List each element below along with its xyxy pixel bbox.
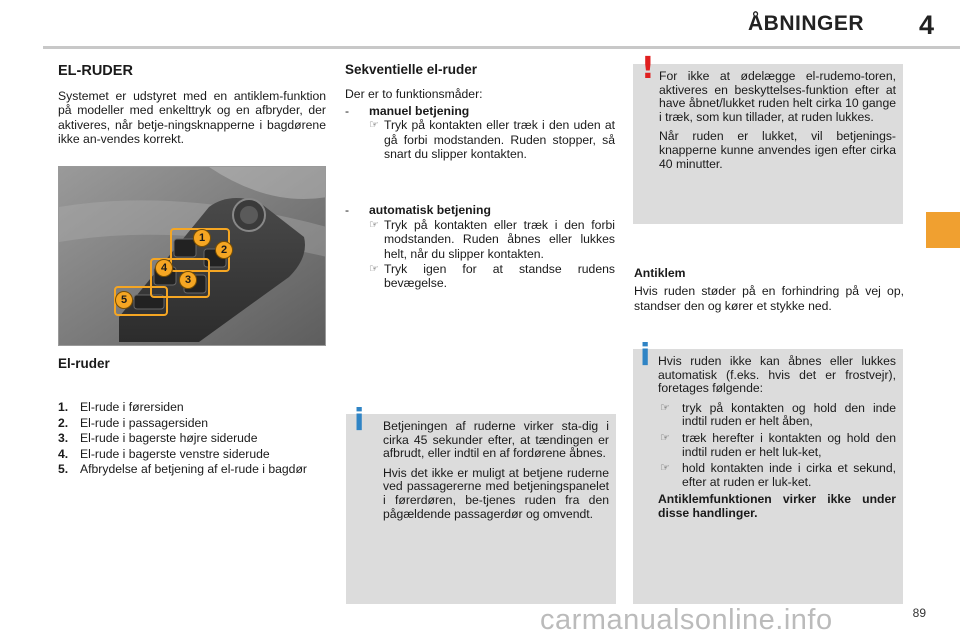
dash-marker: - xyxy=(345,103,350,118)
warning-text: Når ruden er lukket, vil betjenings-knapperne kunne anvendes igen efter cirka 40 minutter. xyxy=(659,129,896,171)
bullet-text: hold kontakten inde i cirka et sekund, efter at ruden er luk-ket. xyxy=(682,461,896,489)
bullet-text: træk herefter i kontakten og hold den indtil ruden er helt luk-ket, xyxy=(682,430,896,459)
door-switch-photo xyxy=(58,166,326,346)
watermark: carmanualsonline.info xyxy=(540,604,833,636)
intro-text: Systemet er udstyret med en antiklem-funktion på modeller med enkelttryk og en afbryder, der aktiveres, når betje-ningsknapperne i bagdørene ikke an-vendes korrekt. xyxy=(58,89,326,147)
item-number: 5. xyxy=(58,462,69,477)
antiklem-note: Antiklemfunktionen virker ikke under disse handlinger. xyxy=(658,492,896,520)
info-icon: i xyxy=(354,403,365,438)
sequential-heading: Sekventielle el-ruder xyxy=(345,62,478,77)
list-item xyxy=(58,447,328,463)
mode-automatic xyxy=(345,203,615,217)
chapter-number: 4 xyxy=(918,10,934,40)
callout-badge: 5 xyxy=(115,291,133,309)
item-text: El-rude i bagerste venstre siderude xyxy=(80,446,270,461)
intro-heading: EL-RUDER xyxy=(58,63,133,79)
dash-marker: - xyxy=(345,203,350,218)
pointing-hand-icon: ☞ xyxy=(660,431,670,444)
page-number: 89 xyxy=(912,606,926,620)
info-text: Hvis det ikke er muligt at betjene ruderne ved passagererne med betjeningspanelet i førerdøren, be-tjenes ruden fra den pågældende passagerdør og omvendt. xyxy=(383,465,609,521)
sequential-intro: Der er to funktionsmåder: xyxy=(345,87,483,102)
bullet-text: Tryk på kontakten eller træk i den forbi modstanden. Ruden åbnes eller lukkes helt, når du slipper kontakten. xyxy=(384,217,615,261)
pointing-hand-icon: ☞ xyxy=(369,218,379,231)
info-box-frost xyxy=(633,338,903,604)
item-number: 4. xyxy=(58,446,69,461)
bullet-item xyxy=(345,262,615,291)
callout-badge: 1 xyxy=(193,229,211,247)
item-number: 1. xyxy=(58,400,69,414)
bullet-item xyxy=(345,118,615,161)
mode-label: manuel betjening xyxy=(369,103,470,118)
chapter-tab xyxy=(926,212,960,248)
antiklem-heading: Antiklem xyxy=(634,266,686,280)
mode-label: automatisk betjening xyxy=(369,203,491,218)
info-icon: i xyxy=(640,338,651,373)
legend-list xyxy=(58,400,328,478)
page-title: ÅBNINGER xyxy=(747,12,864,35)
item-number: 3. xyxy=(58,431,69,446)
door-panel-illustration xyxy=(59,167,326,346)
bullet-item xyxy=(658,402,896,429)
intro-section xyxy=(58,63,326,147)
pointing-hand-icon: ☞ xyxy=(660,462,670,475)
info-intro: Hvis ruden ikke kan åbnes eller lukkes automatisk (f.eks. hvis det er frostvejr), foretages følgende: xyxy=(658,354,896,396)
item-text: El-rude i førersiden xyxy=(80,400,184,414)
list-item xyxy=(58,431,328,447)
bullet-item xyxy=(658,462,896,489)
warning-box xyxy=(633,51,903,224)
antiklem-section xyxy=(634,266,904,313)
item-text: El-rude i passagersiden xyxy=(80,415,209,430)
header-rule xyxy=(43,46,960,49)
list-item xyxy=(58,462,328,478)
info-text: Betjeningen af ruderne virker sta-dig i cirka 45 sekunder efter, at tændingen er afbrudt, eller indtil en af fordørene åbnes. xyxy=(383,419,609,461)
warning-text: For ikke at ødelægge el-rudemo-toren, aktiveres en beskyttelses-funktion efter at have åbnet/lukket ruden helt cirka 10 gange i træk, som kun tillader, at ruden lukkes. xyxy=(659,69,896,124)
info-box-ignition xyxy=(346,403,616,604)
pointing-hand-icon: ☞ xyxy=(369,263,379,276)
callout-badge: 4 xyxy=(155,259,173,277)
list-item xyxy=(58,400,328,416)
bullet-text: Tryk på kontakten eller træk i den uden at gå forbi modstanden. Ruden stopper, så snart du slipper kontakten. xyxy=(384,118,615,162)
warning-icon: ! xyxy=(641,51,655,86)
legend-heading: El-ruder xyxy=(58,356,110,371)
pointing-hand-icon: ☞ xyxy=(369,119,379,132)
bullet-text: Tryk igen for at standse rudens bevægelse. xyxy=(384,262,615,291)
item-text: El-rude i bagerste højre siderude xyxy=(80,431,258,446)
callout-badge: 2 xyxy=(215,241,233,259)
bullet-item xyxy=(658,432,896,459)
antiklem-text: Hvis ruden støder på en forhindring på vej op, standser den og kører et stykke ned. xyxy=(634,284,904,313)
bullet-item xyxy=(345,218,615,261)
sequential-section xyxy=(345,63,615,291)
pointing-hand-icon: ☞ xyxy=(660,401,670,414)
item-text: Afbrydelse af betjening af el-rude i bagdør xyxy=(80,462,307,477)
mode-manual xyxy=(345,104,615,118)
bullet-text: tryk på kontakten og hold den inde indtil ruden er helt åben, xyxy=(682,400,896,429)
callout-badge: 3 xyxy=(179,271,197,289)
list-item xyxy=(58,416,328,432)
item-number: 2. xyxy=(58,415,69,430)
